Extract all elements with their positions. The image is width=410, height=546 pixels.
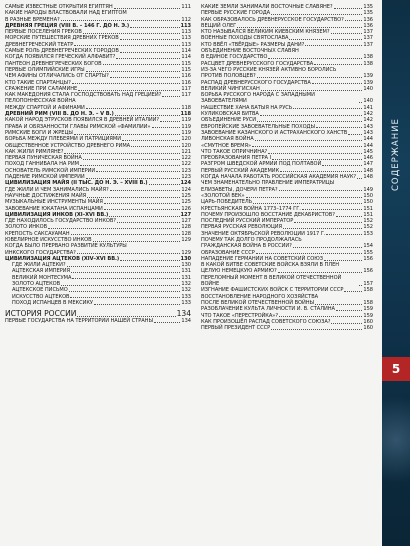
dot-leader <box>96 171 180 172</box>
toc-entry-title: ВОЕННЫЕ ПОХОДЫ СВЯТОСЛАВА <box>201 35 289 42</box>
toc-entry-title: КТО НАЗЫВАЛСЯ ВЕЛИКИМ КИЕВСКИМ КНЯЗЕМ? <box>201 29 330 36</box>
toc-entry-title: ГДЕ ЖИЛИ И ЧЕМ ЗАНИМАЛИСЬ МАЙЯ? <box>5 186 109 193</box>
toc-entry-page: 157 <box>363 281 373 288</box>
dot-leader <box>331 33 363 34</box>
toc-entry-title: ГДЕ ЖИЛИ АЦТЕКИ? <box>12 262 66 269</box>
dot-leader <box>93 241 181 242</box>
toc-entry-title: КРЕСТЬЯНСКАЯ ВОЙНА 1773–1774 ГГ. <box>201 205 301 212</box>
toc-entry-title: КАК ОБРАЗОВАЛОСЬ ДРЕВНЕРУССКОЕ ГОСУДАРСТВО? <box>201 16 344 23</box>
dot-leader <box>293 247 363 248</box>
toc-entry-title: ЗНАЧЕНИЕ ОКТЯБРЬСКОЙ РЕВОЛЮЦИИ 1917 Г. <box>201 230 326 237</box>
sidebar-decoration <box>382 380 410 500</box>
toc-entry-page: 114 <box>181 48 191 55</box>
dot-leader <box>61 20 181 21</box>
toc-entry <box>201 275 373 288</box>
dot-leader <box>71 234 181 235</box>
toc-entry-page: 120 <box>181 136 191 143</box>
dot-leader <box>72 83 181 84</box>
chapter-sidebar <box>382 0 410 546</box>
dot-leader <box>70 297 180 298</box>
toc-entry-title: САМЫЕ ИЗВЕСТНЫЕ ОТКРЫТИЯ ЕГИПТЯН <box>5 4 113 10</box>
toc-entry <box>201 92 373 105</box>
toc-entry-title: ИЗ-ЗА ЧЕГО РУССКИЕ КНЯЗЕЙ АКТИВНО БОРОЛИСЬ <box>201 66 337 73</box>
dot-leader <box>257 77 363 78</box>
toc-entry-title: ПАДЕНИЕ РИМСКОЙ ИМПЕРИИ <box>5 174 85 181</box>
toc-entry-title: НАШЕСТВИЕ ХАНА БАТЫЯ НА РУСЬ <box>201 104 293 111</box>
toc-entry-page: 141 <box>363 104 373 111</box>
dot-leader <box>257 121 362 122</box>
toc-entry-page: 131 <box>181 274 191 281</box>
dot-leader <box>114 8 181 9</box>
dot-leader <box>252 146 362 147</box>
dot-leader <box>279 316 362 317</box>
toc-entry-title: КАК ПРОИЗОШЁЛ РАСПАД СОВЕТСКОГО СОЮЗА? <box>201 318 331 325</box>
toc-entry-page: 147 <box>363 161 373 168</box>
dot-leader <box>72 278 180 279</box>
dot-leader <box>315 304 362 305</box>
toc-entry-title: ПОСЛЕ ВЕЛИКОЙ ОТЕЧЕСТВЕННОЙ ВОЙНЫ <box>201 299 314 306</box>
dot-leader <box>359 102 362 103</box>
dot-leader <box>74 45 180 46</box>
dot-leader <box>130 27 179 28</box>
toc-entry-title: САМЫЕ РОЛЬ ДРЕВНЕГРЕЧЕСКИХ ГОРОДОВ <box>5 48 119 55</box>
toc-entry-page: 111 <box>181 4 191 10</box>
toc-entry-page: 151 <box>363 211 373 218</box>
toc-entry-page: 146 <box>363 155 373 162</box>
dot-leader <box>61 285 180 286</box>
toc-entry-page: 126 <box>181 205 191 212</box>
toc-entry-page: 152 <box>363 218 373 225</box>
toc-entry-title: ПРЕОБРАЗОВАНИЯ ПЕТРА I <box>201 155 271 162</box>
toc-entry-title: ИСТОРИЯ РОССИИ <box>5 309 77 319</box>
toc-entry-title: ПЕРВЫЕ ГОСУДАРСТВА НА ТЕРРИТОРИИ НАШЕЙ СТРАНЫ <box>5 318 153 325</box>
dot-leader <box>314 64 362 65</box>
toc-entry-title: ЧТО ТАКОЕ «ПЕРЕСТРОЙКА»? <box>201 312 279 319</box>
toc-entry-title: ИЗГНАНИЕ ФАШИСТСКИХ ВОЙСК С ТЕРРИТОРИИ СССР <box>201 287 344 294</box>
page-number-badge: 5 <box>382 357 410 381</box>
toc-entry-page: 144 <box>363 136 373 143</box>
toc-entry-title: НАПАДЕНИЕ ГЕРМАНИИ НА СОВЕТСКИЙ СОЮЗ <box>201 255 323 262</box>
toc-entry-page: 136 <box>363 16 373 23</box>
toc-entry-title: МУЗЫКАЛЬНЫЕ ИНСТРУМЕНТЫ МАЙЯ <box>5 199 103 206</box>
toc-entry-page: 118 <box>180 111 191 118</box>
toc-entry-page: 130 <box>181 262 191 269</box>
dot-leader <box>122 140 180 141</box>
dot-leader <box>160 121 180 122</box>
toc-entry-page: 139 <box>363 79 373 86</box>
toc-entry-page: 113 <box>181 29 191 36</box>
toc-entry-page: 145 <box>363 148 373 155</box>
toc-entry-page: 156 <box>363 255 373 262</box>
dot-leader <box>293 108 362 109</box>
toc-entry-page: 119 <box>181 129 191 136</box>
toc-entry-page: 128 <box>181 224 191 231</box>
section-label: СОДЕРЖАНИЕ <box>391 118 401 192</box>
toc-entry-title: ПЕРВЫЕ РУССКИЕ ГОРОДА <box>201 10 271 17</box>
toc-entry-page: 133 <box>181 293 191 300</box>
toc-entry-page: 118 <box>181 104 191 111</box>
toc-entry-title: «ЗОЛОТОЙ ВЕК» <box>201 192 245 199</box>
dot-leader <box>131 146 180 147</box>
toc-entry-page: 127 <box>181 218 191 225</box>
toc-entry-title: В КАКОЙ БИТВЕ СОВЕТСКИЕ ВОЙСКА ВЗЯЛИ В ПЛЕН <box>201 262 340 269</box>
toc-entry-page: 113 <box>181 41 191 48</box>
toc-entry-page: 154 <box>363 243 373 250</box>
dot-leader <box>246 197 363 198</box>
dot-leader <box>261 90 363 91</box>
toc-entry-page: 137 <box>363 29 373 36</box>
dot-leader <box>271 329 362 330</box>
dot-leader <box>305 45 362 46</box>
dot-leader <box>268 153 362 154</box>
dot-leader <box>110 190 181 191</box>
toc-entry-page: 119 <box>181 123 191 130</box>
toc-entry-title: ПЕРВАЯ РУССКАЯ РЕВОЛЮЦИЯ <box>201 224 283 231</box>
toc-entry-title: ПЕРВАЯ ПУНИЧЕСКАЯ ВОЙНА <box>5 155 82 162</box>
toc-entry-page: 144 <box>363 142 373 149</box>
toc-entry-page: 150 <box>363 199 373 206</box>
dot-leader <box>344 291 362 292</box>
toc-entry-title: ЧТО ТАКОЕ ОПРИЧНИНА? <box>201 148 268 155</box>
toc-entry-page: 129 <box>181 236 191 243</box>
dot-leader <box>271 14 362 15</box>
toc-entry-title: КАКОЙ НАРОД ЭТРУСКОВ ПОЯВИЛСЯ В ДРЕВНЕЙ ИТАЛИИ? <box>5 117 160 124</box>
toc-entry-title: ВЕЛИКИЙ МОНТЕСУМА <box>12 274 72 281</box>
dot-leader <box>67 266 181 267</box>
toc-entry-title: РИМСКИЕ БОГИ И ЖРЕЦЫ <box>5 129 73 136</box>
toc-entry-title: КУЛИКОВСКАЯ БИТВА <box>201 111 259 118</box>
dot-leader <box>48 228 180 229</box>
toc-entry-page: 116 <box>181 73 191 80</box>
dot-leader <box>336 310 362 311</box>
toc-entry-page: 113 <box>180 22 191 29</box>
dot-leader <box>110 77 181 78</box>
toc-entry-page: 124 <box>181 186 191 193</box>
toc-entry-page: 115 <box>181 66 191 73</box>
toc-entry-page: 151 <box>363 205 373 212</box>
dot-leader <box>83 159 181 160</box>
toc-entry-page: 115 <box>181 60 191 67</box>
toc-entry-title: ОБРАЗОВАНИЕ СССР <box>201 249 255 256</box>
dot-leader <box>64 153 180 154</box>
toc-entry-page: 121 <box>181 148 191 155</box>
dot-leader <box>322 165 362 166</box>
toc-entry-page: 149 <box>363 186 373 193</box>
toc-entry-title: КТО ТАКИЕ СПАРТАНЦЫ? <box>5 79 71 86</box>
toc-entry-title: МОРСКИЕ ПУТЕШЕСТВИЯ ДРЕВНИХ ГРЕКОВ <box>5 35 119 42</box>
toc-entry-page: 158 <box>363 299 373 306</box>
toc-entry-page: 143 <box>363 123 373 130</box>
toc-entry-title: СРАЖЕНИЕ ПРИ САЛАМИНЕ <box>5 85 78 92</box>
toc-entry-title: ОБЩЕСТВЕННОЕ УСТРОЙСТВО ДРЕВНЕГО РИМА <box>5 142 131 149</box>
toc-entry-page: 119 <box>181 117 191 124</box>
toc-entry-title: ЗАВОЕВАНИЕ КАЗАНСКОГО И АСТРАХАНСКОГО ХАНСТВ <box>201 129 348 136</box>
dot-leader <box>104 209 181 210</box>
toc-entry-page: 159 <box>363 312 373 319</box>
dot-leader <box>80 165 180 166</box>
toc-entry-title: ЧЕМ ЗНАМЕНАТЕЛЬНО ПРАВЛЕНИЕ ИМПЕРАТРИЦЫ <box>201 180 335 187</box>
toc-entry-title: КТО ВВЁЛ «ТВЁРДЫЕ» РАЗМЕРЫ ДАНИ? <box>201 41 305 48</box>
toc-entry-page: 153 <box>363 230 373 237</box>
toc-right-column <box>201 4 373 331</box>
dot-leader <box>359 285 362 286</box>
toc-entry-page: 129 <box>181 249 191 256</box>
toc-entry-title: ПЕРВЫЕ ОЛИМПИЙСКИЕ ИГРЫ <box>5 66 85 73</box>
toc-entry-page: 140 <box>363 98 373 105</box>
toc-entry-title: ОБЪЕДИНЕНИЕ ВОСТОЧНЫХ СЛАВЯН <box>201 48 299 55</box>
toc-entry-page: 139 <box>363 73 373 80</box>
dot-leader <box>78 90 180 91</box>
toc-entry-title: БОРЬБА МЕЖДУ ПЛЕБЕЯМИ И ПАТРИЦИЯМИ <box>5 136 121 143</box>
toc-entry-page: 125 <box>181 199 191 206</box>
toc-entry-title: АЦТЕКСКОЕ ПИСЬМО <box>12 287 68 294</box>
toc-entry-page: 132 <box>181 287 191 294</box>
toc-entry-title: ПЕРВЫЕ ПОСЕЛЕНИЯ ГРЕКОВ <box>5 29 82 36</box>
toc-entry-page: 138 <box>363 60 373 67</box>
toc-entry-page: 130 <box>180 255 191 262</box>
toc-entry-title: ПЕРВЫЙ ПРЕЗИДЕНТ СССР <box>201 325 271 332</box>
toc-entry-page: 138 <box>363 54 373 61</box>
dot-leader <box>154 322 181 323</box>
dot-leader <box>334 8 363 9</box>
toc-entry-page: 143 <box>363 129 373 136</box>
toc-entry-page: 132 <box>181 281 191 288</box>
toc-entry-page: 142 <box>363 117 373 124</box>
toc-entry-title: ПЕРЕЛОМНЫЙ МОМЕНТ В ВЕЛИКОЙ ОТЕЧЕСТВЕННОЙ ВОЙНЕ <box>201 274 342 288</box>
toc-entry-title: КАК ЖИЛИ РИМЛЯНЕ? <box>5 148 64 155</box>
dot-leader <box>94 304 180 305</box>
toc-entry-page: 156 <box>363 268 373 275</box>
toc-entry-title: ПРАВА И ОБЯЗАННОСТИ ГЛАВЫ РИМСКОЙ «ФАМИЛИИ» <box>5 123 151 130</box>
toc-entry-title: КАКИЕ ЗЕМЛИ ЗАНИМАЛИ ВОСТОЧНЫЕ СЛАВЯНЕ? <box>201 4 333 10</box>
toc-entry-title: «СМУТНОЕ ВРЕМЯ» <box>201 142 252 149</box>
toc-entry-page: 159 <box>363 306 373 313</box>
dot-leader <box>280 171 362 172</box>
toc-entry-title: РАСЦВЕТ ДРЕВНЕРУССКОГО ГОСУДАРСТВА <box>201 60 314 67</box>
toc-entry-title: КОГДА БЫЛО ПРЕРВАНО РАЗВИТИЕ КУЛЬТУРЫ <box>5 243 127 250</box>
toc-entry-title: ЕЛИЗАВЕТЫ, ДОЧЕРИ ПЕТРА? <box>201 186 278 193</box>
toc-entry-page: 160 <box>363 318 373 325</box>
toc-entry-page: 122 <box>181 161 191 168</box>
toc-entry-title: ПЕЛОПОННЕССКАЯ ВОЙНА <box>5 98 76 105</box>
toc-entry-page: 136 <box>363 22 373 29</box>
toc-entry-title: ИСКУССТВО АЦТЕКОВ <box>12 293 70 300</box>
toc-entry-title: ЗОЛОТО АЦТЕКОВ <box>12 281 61 288</box>
toc-entry-title: ВЕЩИЙ ОЛЕГ <box>201 22 237 29</box>
toc-entry-page: 158 <box>363 287 373 294</box>
toc-entry-page: 135 <box>363 4 373 10</box>
toc-entry-page: 148 <box>363 167 373 174</box>
dot-leader <box>312 83 363 84</box>
toc-entry-page: 137 <box>363 41 373 48</box>
dot-leader <box>109 216 179 217</box>
dot-leader <box>237 27 362 28</box>
toc-entry-page: 128 <box>181 230 191 237</box>
toc-entry <box>201 325 373 331</box>
dot-leader <box>71 272 180 273</box>
toc-entry-page: 155 <box>363 249 373 256</box>
toc-entry-page: 127 <box>180 211 191 218</box>
toc-entry <box>5 300 191 306</box>
toc-entry-title: ДРЕВНЯЯ ГРЕЦИЯ (VIII В. – 146 Г. ДО Н. Э.) <box>5 22 130 29</box>
toc-entry-title: ЧЕМ АФИНЫ ОТЛИЧАЛИСЬ ОТ СПАРТЫ? <box>5 73 109 80</box>
toc-entry-title: ОСНОВАТЕЛЬ РИМСКОЙ ИМПЕРИИ <box>5 167 96 174</box>
dot-leader <box>152 127 181 128</box>
toc-entry-title: КАКИЕ НАРОДЫ ВЛАСТВОВАЛИ НАД ЕГИПТОМ <box>5 10 127 17</box>
toc-entry-page: 125 <box>181 192 191 199</box>
dot-leader <box>103 64 181 65</box>
toc-entry-title: ДРЕВНЕГРЕЧЕСКИЙ ТЕАТР <box>5 41 74 48</box>
toc-entry-title: ЦЕЛУЮ НЕМЕЦКУЮ АРМИЮ? <box>201 268 277 275</box>
toc-entry-page: 135 <box>363 10 373 17</box>
dot-leader <box>268 58 362 59</box>
toc-entry-title: ЦИВИЛИЗАЦИЯ АЦТЕКОВ (XIV–XVI ВВ.) <box>5 255 120 262</box>
toc-entry-title: НАУЧНЫЕ ДОСТИЖЕНИЯ МАЙЯ <box>5 192 87 199</box>
dot-leader <box>120 52 181 53</box>
toc-entry-page: 120 <box>181 142 191 149</box>
toc-entry <box>5 318 191 324</box>
toc-entry-page: 160 <box>363 325 373 332</box>
toc-entry-title: В РАЗНЫЕ ВРЕМЕНА? <box>5 16 60 23</box>
dot-leader <box>69 291 181 292</box>
toc-entry-title: ЦАРЬ-ПОБЕДИТЕЛЬ <box>201 199 253 206</box>
toc-entry-title: ЛИВОНСКАЯ ВОЙНА <box>201 136 254 143</box>
toc-entry-title: ПОСЛЕДНИЙ РУССКИЙ ИМПЕРАТОР <box>201 218 294 225</box>
dot-leader <box>283 228 362 229</box>
toc-entry-page: 112 <box>181 16 191 23</box>
toc-entry-page: 123 <box>181 174 191 181</box>
toc-entry-title: ЗОЛОТО ИНКОВ <box>5 224 48 231</box>
toc-entry-title: БОРЬБА РУССКОГО НАРОДА С ЗАПАДНЫМИ ЗАВОЕВАТЕЛЯМИ <box>201 92 315 105</box>
toc-entry-title: КОГДА НАЧАЛА РАБОТАТЬ РОССИЙСКАЯ АКАДЕМИЯ НАУК? <box>201 174 357 181</box>
dot-leader <box>272 159 362 160</box>
dot-leader <box>345 20 363 21</box>
toc-entry-title: ЦИВИЛИЗАЦИЯ МАЙЯ (II ТЫС. ДО Н. Э. – XVIII В.) <box>5 180 148 187</box>
dot-leader <box>324 260 363 261</box>
toc-entry-title: ГДЕ НАХОДИЛОСЬ ГОСУДАРСТВО ИНКОВ? <box>5 218 116 225</box>
toc-entry-title: ПОХОД ГАННИБАЛА НА РИМ <box>5 161 80 168</box>
dot-leader <box>302 209 363 210</box>
toc-entry-page: 134 <box>181 318 191 325</box>
toc-entry-page: 142 <box>363 111 373 118</box>
toc-entry-title: ЦИВИЛИЗАЦИЯ ИНКОВ (XI–XVI ВВ.) <box>5 211 109 218</box>
toc-entry-title: ПОЧЕМУ ТАК ДОЛГО ПРОДОЛЖАЛАСЬ <box>201 236 302 243</box>
dot-leader <box>86 108 181 109</box>
toc-entry-page: 148 <box>363 174 373 181</box>
dot-leader <box>77 316 175 317</box>
toc-entry-title: РАЗОБЛАЧЕНИЕ КУЛЬТА ЛИЧНОСТИ И. В. СТАЛИНА <box>201 306 335 313</box>
dot-leader <box>120 260 179 261</box>
dot-leader <box>120 39 181 40</box>
dot-leader <box>86 178 181 179</box>
dot-leader <box>279 190 363 191</box>
dot-leader <box>83 33 181 34</box>
toc-entry-page: 150 <box>363 192 373 199</box>
toc-entry-page: 122 <box>181 155 191 162</box>
dot-leader <box>260 115 363 116</box>
toc-entry-page: 134 <box>176 309 191 319</box>
toc-entry-page: 137 <box>363 35 373 42</box>
toc-entry-title: ПРОТИВ ПОЛОВЦЕВ? <box>201 73 256 80</box>
dot-leader <box>149 184 180 185</box>
toc-entry-page: 123 <box>181 167 191 174</box>
dot-leader <box>255 140 363 141</box>
toc-entry-title: АЦТЕКСКАЯ ИМПЕРИЯ <box>12 268 71 275</box>
toc-entry-page: 117 <box>181 85 191 92</box>
dot-leader <box>116 58 180 59</box>
dot-leader <box>348 134 362 135</box>
toc-entry-title: ПОЧЕМУ ПРОИЗОШЛО ВОССТАНИЕ ДЕКАБРИСТОВ? <box>201 211 335 218</box>
toc-entry-title: КРЕПОСТЬ САКСАУАМАН <box>5 230 70 237</box>
dot-leader <box>86 71 181 72</box>
dot-leader <box>256 253 363 254</box>
toc-entry-page: 133 <box>181 299 191 306</box>
dot-leader <box>117 222 180 223</box>
toc-entry-title: ВЕЛИКИЙ ЧИНГИСХАН <box>201 85 260 92</box>
toc-entry-title: ОБЪЕДИНЕНИЕ РУСИ <box>201 117 257 124</box>
toc-entry-page: 117 <box>181 92 191 99</box>
dot-leader <box>77 253 181 254</box>
dot-leader <box>331 323 362 324</box>
toc-entry-title: РАЗГРОМ ШВЕДСКОЙ АРМИИ ПОД ПОЛТАВОЙ <box>201 161 322 168</box>
toc-entry <box>5 309 191 318</box>
toc-entry-title: ЗАВОЕВАНИЕ ЮКАТАНА ИСПАНЦАМИ <box>5 205 103 212</box>
dot-leader <box>294 222 362 223</box>
toc-entry-page: 140 <box>363 85 373 92</box>
toc-entry-title: КАК МАКЕДОНИЯ СТАЛА ГОСПОДСТВОВАТЬ НАД ГРЕЦИЕЙ? <box>5 92 162 99</box>
dot-leader <box>87 197 180 198</box>
dot-leader <box>336 216 363 217</box>
toc-entry-page: 114 <box>181 54 191 61</box>
toc-entry-title: КОГДА ПОЯВИЛСЯ ГРЕЧЕСКИЙ АЛФАВИТ? <box>5 54 116 61</box>
toc-entry-page: 152 <box>363 224 373 231</box>
toc-entry-title: ЮВЕЛИРНОЕ ИСКУССТВО ИНКОВ <box>5 236 92 243</box>
dot-leader <box>115 115 180 116</box>
dot-leader <box>289 39 362 40</box>
dot-leader <box>357 178 362 179</box>
toc-entry-page: 124 <box>180 180 191 187</box>
toc-entry-title: РАСПАД ДРЕВНЕРУССКОГО ГОСУДАРСТВА <box>201 79 311 86</box>
toc-entry-title: ВОССТАНОВЛЕНИЕ НАРОДНОГО ХОЗЯЙСТВА <box>201 293 319 300</box>
dot-leader <box>278 272 363 273</box>
dot-leader <box>316 127 363 128</box>
toc-entry-page: 116 <box>181 79 191 86</box>
toc-entry-page: 131 <box>181 268 191 275</box>
dot-leader <box>326 234 362 235</box>
toc-entry-page: 113 <box>181 35 191 42</box>
dot-leader <box>104 203 181 204</box>
toc-entry-title: В ЕДИНОЕ ГОСУДАРСТВО <box>201 54 268 61</box>
toc-entry-title: ИНКСКОГО ГОСУДАРСТВА? <box>5 249 76 256</box>
toc-entry-title: ПАНТЕОН ДРЕВНЕГРЕЧЕСКИХ БОГОВ <box>5 60 102 67</box>
dot-leader <box>74 134 181 135</box>
toc-entry-title: ДРЕВНИЙ РИМ (VIII В. ДО Н. Э. – V В.) <box>5 111 114 118</box>
toc-entry-title: ПЕРВЫЙ РУССКИЙ АКАДЕМИК <box>201 167 280 174</box>
toc-entry-title: ЕВРОПЕЙСКИЕ ЗАВОЕВАТЕЛЬНЫЕ ПОХОДЫ <box>201 123 315 130</box>
toc-entry-title: МЕЖДУ СПАРТОЙ И АФИНАМИ <box>5 104 85 111</box>
toc-left-column <box>5 4 191 325</box>
dot-leader <box>162 96 180 97</box>
dot-leader <box>253 203 362 204</box>
toc-entry-title: ГРАЖДАНСКАЯ ВОЙНА В РОССИИ? <box>201 243 292 250</box>
toc-entry-title: ПОХОД ИСПАНЦЕВ В МЕКСИКУ <box>12 299 93 306</box>
